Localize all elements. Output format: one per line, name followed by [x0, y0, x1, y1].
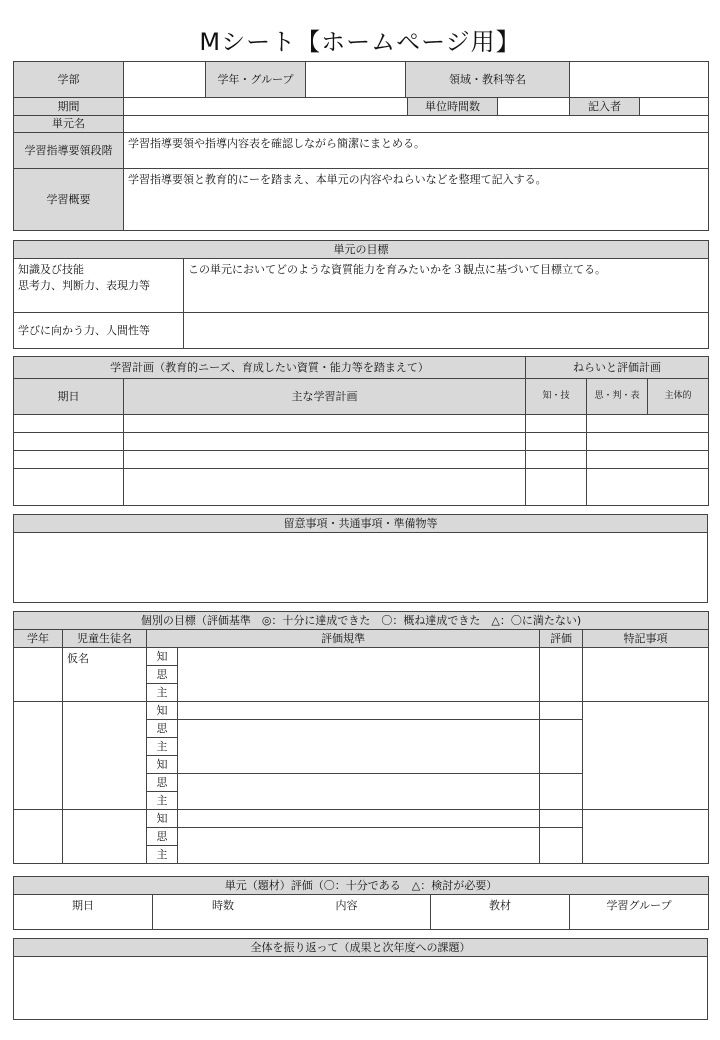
eval-kijitsu[interactable]: 期日: [14, 895, 153, 930]
shi-han-hyo-label: 思・判・表: [587, 379, 648, 415]
gakubu-label: 学部: [14, 62, 124, 98]
tangen-mei-value[interactable]: [124, 116, 709, 133]
tokki-cell[interactable]: [583, 702, 709, 810]
plan-cell[interactable]: [124, 451, 526, 469]
reflection-header: 全体を振り返って（成果と次年度への課題）: [14, 939, 708, 957]
eval-naiyo[interactable]: 内容: [292, 895, 431, 930]
chishiki-label: [14, 259, 184, 313]
plan-cell[interactable]: [587, 451, 709, 469]
hyoka-cell[interactable]: [540, 720, 583, 774]
kinyusha-label: 記入者: [570, 98, 640, 116]
hyoka-cell[interactable]: [540, 648, 583, 702]
plan-cell[interactable]: [14, 469, 124, 506]
gakubu-value[interactable]: [124, 62, 206, 98]
plan-cell[interactable]: [526, 451, 587, 469]
shu-label: 主: [147, 684, 178, 702]
tokki-cell[interactable]: [583, 810, 709, 864]
ryoiki-value[interactable]: [570, 62, 709, 98]
shido-dankai-text[interactable]: 学習指導要領や指導内容表を確認しながら簡潔にまとめる。: [124, 133, 709, 169]
plan-cell[interactable]: [526, 415, 587, 433]
chi-label: 知: [147, 810, 178, 828]
gakunen-group-label: 学年・グループ: [206, 62, 306, 98]
student-name-cell[interactable]: 仮名: [63, 648, 147, 702]
chi-label: 知: [147, 648, 178, 666]
gakunen-label: 学年: [14, 630, 63, 648]
hyoka-cell[interactable]: [540, 774, 583, 810]
kijun-cell[interactable]: [178, 648, 540, 702]
kikan-value[interactable]: [124, 98, 408, 116]
tangen-mei-label: 単元名: [14, 116, 124, 133]
goal-text[interactable]: この単元においてどのような資質能力を育みたいかを３観点に基づいて目標立てる。: [184, 259, 709, 313]
student-grade-cell[interactable]: [14, 810, 63, 864]
eval-jisu[interactable]: 時数: [153, 895, 292, 930]
shu-label: 主: [147, 738, 178, 756]
gaiyo-text[interactable]: 学習指導要領と教育的にーを踏まえ、本単元の内容やねらいなどを整理て記入する。: [124, 169, 709, 231]
kijitsu-label: 期日: [14, 379, 124, 415]
kijun-label: 評価規準: [147, 630, 540, 648]
table-row: [14, 469, 709, 506]
omona-label: 主な学習計画: [124, 379, 526, 415]
gakunen-group-value[interactable]: [306, 62, 406, 98]
eval-group[interactable]: 学習グループ: [570, 895, 709, 930]
kinyusha-value[interactable]: [640, 98, 709, 116]
table-row: [14, 415, 709, 433]
reflection-table: [13, 938, 708, 1020]
gaiyo-label: 学習概要: [14, 169, 124, 231]
tani-jikan-label: 単位時間数: [408, 98, 498, 116]
kikan-label: 期間: [14, 98, 124, 116]
chishiki-label-line2: 思考力、判断力、表現力等: [18, 278, 150, 292]
manabi-label: 学びに向かう力、人間性等: [14, 313, 184, 349]
plan-cell[interactable]: [14, 451, 124, 469]
page-title: Mシート【ホームページ用】: [199, 28, 521, 56]
shi-label: 思: [147, 666, 178, 684]
plan-cell[interactable]: [587, 415, 709, 433]
shutaiteki-label: 主体的: [648, 379, 709, 415]
student-grade-cell[interactable]: [14, 648, 63, 702]
tokki-cell[interactable]: [583, 648, 709, 702]
kijun-cell[interactable]: [178, 702, 540, 720]
chi-label: 知: [147, 756, 178, 774]
jidou-label: 児童生徒名: [63, 630, 147, 648]
unit-evaluation-table: [13, 876, 709, 930]
eval-kyozai[interactable]: 教材: [431, 895, 570, 930]
ryoiki-label: 領域・教科等名: [406, 62, 570, 98]
unit-goals-header: 単元の目標: [14, 241, 709, 259]
kijun-cell[interactable]: [178, 720, 540, 774]
shi-label: 思: [147, 828, 178, 846]
learning-plan-header: 学習計画（教育的ニーズ、育成したい資質・能力等を踏まえて）: [14, 357, 526, 379]
notes-body[interactable]: [14, 533, 708, 603]
individual-goals-table: [13, 611, 709, 864]
shu-label: 主: [147, 792, 178, 810]
plan-cell[interactable]: [526, 433, 587, 451]
notes-header: 留意事項・共通事項・準備物等: [14, 515, 708, 533]
plan-cell[interactable]: [124, 469, 526, 506]
shi-label: 思: [147, 720, 178, 738]
hyoka-cell[interactable]: [540, 828, 583, 864]
chi-gi-label: 知・技: [526, 379, 587, 415]
unit-goals-table: [13, 240, 709, 349]
table-row: [14, 451, 709, 469]
tani-jikan-value[interactable]: [498, 98, 570, 116]
learning-plan-table: [13, 356, 709, 506]
plan-cell[interactable]: [14, 415, 124, 433]
chi-label: 知: [147, 702, 178, 720]
plan-cell[interactable]: [587, 433, 709, 451]
shi-label: 思: [147, 774, 178, 792]
tokki-label: 特記事項: [583, 630, 709, 648]
plan-cell[interactable]: [124, 433, 526, 451]
unit-evaluation-header: 単元（題材）評価（〇：十分である △：検討が必要）: [14, 877, 709, 895]
plan-cell[interactable]: [124, 415, 526, 433]
plan-cell[interactable]: [526, 469, 587, 506]
plan-cell[interactable]: [14, 433, 124, 451]
student-name-cell[interactable]: [63, 702, 147, 810]
notes-table: [13, 514, 708, 603]
kijun-cell[interactable]: [178, 810, 540, 828]
shido-dankai-label: 学習指導要領段階: [14, 133, 124, 169]
chishiki-label-line1: 知識及び技能: [18, 263, 84, 276]
table-row: [14, 433, 709, 451]
hyoka-cell[interactable]: [540, 702, 583, 720]
plan-cell[interactable]: [587, 469, 709, 506]
hyoka-cell[interactable]: [540, 810, 583, 828]
kijun-cell[interactable]: [178, 828, 540, 864]
reflection-body[interactable]: [14, 957, 708, 1020]
shu-label: 主: [147, 846, 178, 864]
kijun-cell[interactable]: [178, 774, 540, 810]
student-name-cell[interactable]: [63, 810, 147, 864]
student-grade-cell[interactable]: [14, 702, 63, 810]
neraito-header: ねらいと評価計画: [526, 357, 709, 379]
hyoka-label: 評価: [540, 630, 583, 648]
unit-info-table: [13, 61, 709, 231]
individual-goals-header: 個別の目標（評価基準 ◎：十分に達成できた 〇：概ね達成できた △：〇に満たない): [14, 612, 709, 630]
manabi-value[interactable]: [184, 313, 709, 349]
